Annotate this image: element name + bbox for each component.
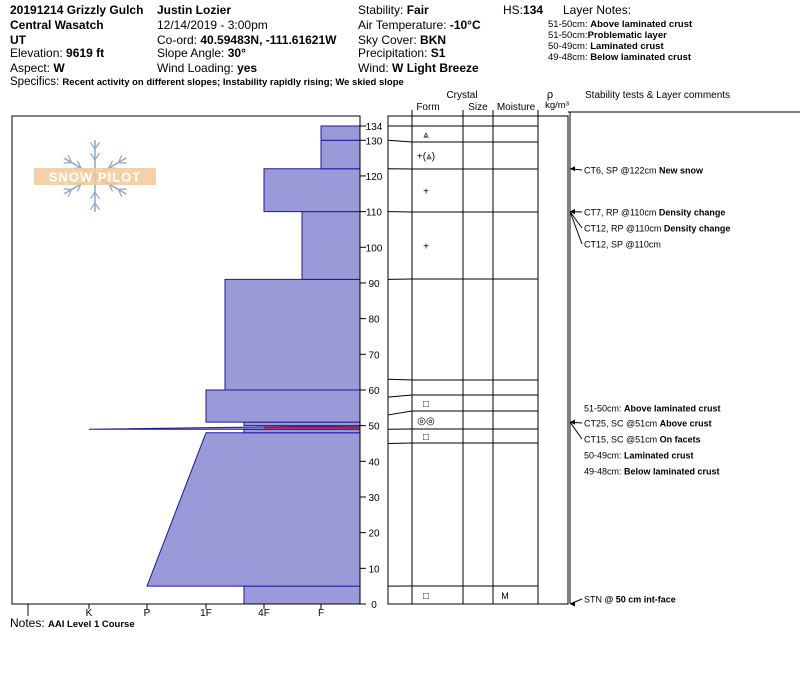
datetime: 12/14/2019 - 3:00pm (157, 18, 268, 32)
y-tick-label: 130 (365, 136, 383, 148)
crystal-form: □ (422, 591, 430, 602)
y-tick-label: 20 (368, 528, 380, 540)
test-comment: Density change (658, 207, 726, 218)
y-tick-label: 110 (366, 207, 382, 219)
precip-field: Precipitation: S1 (358, 46, 446, 60)
test-comment: On facets (659, 434, 701, 445)
test-comment: Below laminated crust (624, 466, 720, 477)
hardness-layer (244, 422, 360, 426)
crystal-header: Crystal (446, 90, 478, 101)
layer-frame (388, 116, 568, 604)
snowpilot-logo (34, 140, 156, 212)
wind-field: Wind: W Light Breeze (358, 61, 479, 75)
stability-test (584, 467, 720, 477)
y-tick-label: 70 (368, 350, 380, 362)
y-tick-label: 60 (368, 385, 380, 397)
test-comment: @ 50 cm int-face (604, 594, 676, 605)
test-pointer (570, 212, 582, 244)
test-arrowhead (570, 166, 575, 171)
layer-note: 51-50cm: Above laminated crust (548, 19, 693, 30)
profile-title: 20191214 Grizzly Gulch (10, 3, 144, 17)
air-temp-field: Air Temperature: -10°C (358, 18, 481, 32)
layer-note: 51-50cm:Problematic layer (548, 30, 667, 41)
test-label: 51-50cm: (584, 403, 625, 414)
stability-test (584, 166, 704, 176)
layer-note: 50-49cm: Laminated crust (548, 41, 664, 52)
layer-connector (388, 140, 412, 142)
hardness-layer (321, 140, 360, 169)
test-pointer (570, 212, 582, 228)
y-tick-label: 0 (371, 600, 377, 611)
comments-header: Stability tests & Layer comments (585, 90, 731, 101)
crystal-form: ⩓ (423, 130, 429, 141)
x-tick-label: 1F (200, 608, 212, 619)
notes-field: Notes: AAI Level 1 Course (10, 616, 135, 630)
snowflake-branch (118, 189, 126, 190)
size-header: Size (468, 102, 488, 113)
x-tick-label: P (143, 608, 151, 619)
test-label: CT15, SC @51cm (584, 434, 660, 445)
test-comment: New snow (659, 165, 704, 176)
y-tick-label: 90 (368, 278, 380, 290)
test-comment: Laminated crust (624, 450, 694, 461)
density-unit: kg/m³ (545, 100, 569, 111)
test-label: CT12, RP @110cm (584, 223, 664, 234)
x-tick-label: 4F (258, 608, 270, 619)
stability-test (584, 240, 661, 250)
form-header: Form (416, 102, 440, 113)
moisture-header: Moisture (496, 102, 536, 113)
density-symbol: ρ (546, 89, 554, 101)
y-tick-label: 30 (368, 492, 380, 504)
hardness-layer (302, 212, 360, 280)
range-name: Central Wasatch (10, 18, 104, 32)
test-comment: Density change (663, 223, 731, 234)
y-tick-label: 10 (368, 564, 380, 576)
test-arrowhead (570, 602, 575, 607)
layer-connector (388, 395, 412, 397)
test-comment: Above laminated crust (624, 403, 721, 414)
observer-name: Justin Lozier (157, 3, 232, 17)
crystal-form: □ (422, 399, 430, 410)
y-tick-label: 134 (365, 122, 383, 133)
layer-connector (388, 411, 412, 415)
test-comment: Above crust (659, 418, 712, 429)
stability-test (584, 404, 721, 414)
crystal-form: + (423, 241, 429, 253)
test-label: 49-48cm: (584, 466, 625, 477)
elevation-field: Elevation: 9619 ft (10, 46, 105, 60)
hardness-layer (206, 390, 360, 422)
test-pointer (570, 422, 582, 439)
test-label: CT6, SP @122cm (584, 165, 659, 176)
stability-test (584, 451, 694, 461)
hardness-layer (225, 279, 360, 390)
state-name: UT (10, 33, 26, 47)
stability-test (584, 419, 712, 429)
crystal-form: + (423, 186, 429, 198)
x-tick-label: K (85, 608, 93, 619)
y-tick-label: 40 (368, 457, 380, 469)
test-label: CT25, SC @51cm (584, 418, 660, 429)
test-label: CT7, RP @110cm (584, 207, 659, 218)
hardness-layer (244, 429, 360, 433)
hardness-layer (321, 126, 360, 140)
slope-field: Slope Angle: 30° (157, 46, 246, 60)
stability-test (584, 224, 730, 234)
test-label: 50-49cm: (584, 450, 625, 461)
y-tick-label: 80 (368, 314, 380, 326)
sky-cover-field: Sky Cover: BKN (358, 33, 447, 47)
snowflake-branch (118, 163, 126, 164)
wind-loading-field: Wind Loading: yes (157, 61, 258, 75)
height-axis (360, 116, 383, 611)
crystal-form: +(⩓) (416, 151, 436, 163)
snowflake-branch (64, 189, 72, 190)
hardness-layer (147, 433, 360, 586)
stability-test (584, 435, 701, 445)
crystal-form: □ (422, 432, 430, 443)
specifics-field: Specifics: Recent activity on different slopes; Instability rapidly rising; We skied slope (10, 76, 404, 88)
moisture-value: M (501, 591, 509, 601)
logo-text: SNOW PILOT (48, 169, 142, 185)
layer-notes-title: Layer Notes: (563, 3, 632, 17)
stability-field: Stability: Fair (358, 3, 429, 17)
x-tick-label: I (26, 608, 30, 619)
y-tick-label: 100 (365, 243, 383, 255)
layer-connector (388, 379, 412, 380)
y-tick-label: 120 (365, 171, 383, 183)
stability-test (584, 208, 725, 218)
crystal-form: ◎◎ (417, 416, 435, 427)
hs-field: HS:134 (503, 3, 544, 17)
snowflake-branch (64, 163, 72, 164)
y-tick-label: 50 (368, 421, 380, 433)
x-tick-label: F (317, 608, 325, 619)
layer-note: 49-48cm: Below laminated crust (548, 52, 692, 63)
test-label: CT12, SP @110cm (584, 239, 661, 250)
aspect-field: Aspect: W (10, 61, 65, 75)
stability-tests (570, 166, 730, 607)
hardness-layer (244, 586, 360, 604)
stability-test (584, 595, 676, 605)
coord-field: Co-ord: 40.59483N, -111.61621W (157, 33, 337, 47)
test-label: STN (584, 594, 605, 605)
hardness-layer (264, 169, 360, 212)
hardness-profile (89, 126, 360, 604)
column-headers (416, 89, 730, 113)
